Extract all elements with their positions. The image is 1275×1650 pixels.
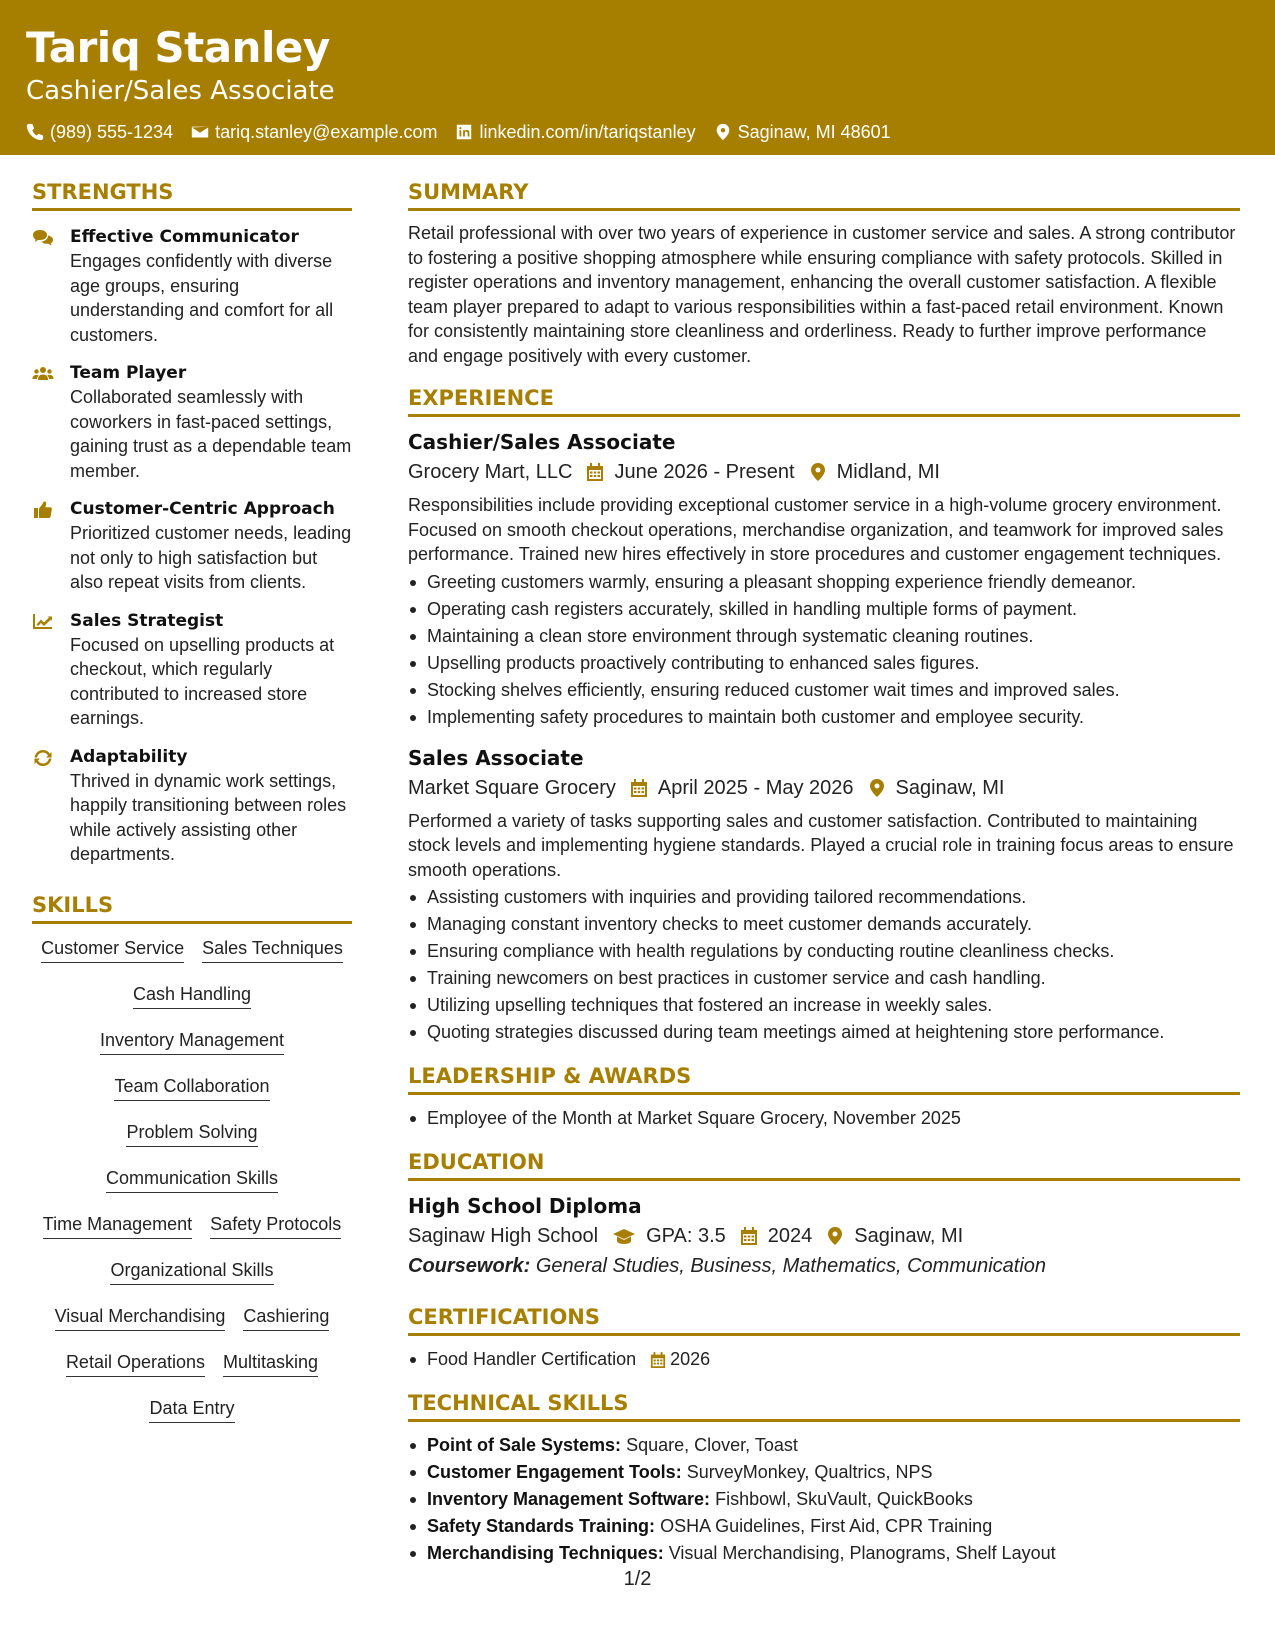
- job-meta: [408, 457, 1240, 487]
- list-item: Training newcomers on best practices in customer service and cash handling.: [408, 965, 1240, 992]
- summary-heading: SUMMARY: [408, 176, 1240, 211]
- map-marker-icon: [714, 123, 732, 141]
- job-description: Performed a variety of tasks supporting sales and customer satisfaction. Contributed to maintaining stock levels and implementing hygiene standards. Played a crucial role in training focus areas to ensure smooth operations.: [408, 810, 1234, 880]
- right-column: [408, 176, 1240, 1567]
- strength-desc: Focused on upselling products at checkout, which regularly contributed to increased store earnings.: [70, 634, 335, 728]
- certification-year: 2026: [670, 1349, 711, 1369]
- strengths-list: [32, 225, 352, 867]
- list-item: [408, 1459, 1240, 1486]
- list-item: [408, 1346, 1240, 1373]
- education-meta: [408, 1221, 1240, 1251]
- coursework-text: General Studies, Business, Mathematics, Communication: [535, 1255, 1047, 1277]
- skill-tag: Inventory Management: [100, 1028, 284, 1055]
- list-item: Stocking shelves efficiently, ensuring reduced customer wait times and improved sales.: [408, 677, 1240, 704]
- page-number: 1/2: [623, 1568, 652, 1590]
- skill-tag: Cash Handling: [133, 982, 251, 1009]
- strength-item: [32, 745, 352, 867]
- technical-skills-list: [408, 1432, 1240, 1567]
- skill-tag: Multitasking: [223, 1350, 318, 1377]
- tech-label: Safety Standards Training:: [427, 1516, 656, 1536]
- strength-title: Effective Communicator: [70, 227, 299, 247]
- calendar-icon: [630, 778, 648, 798]
- calendar-icon: [586, 462, 604, 482]
- map-marker-icon: [868, 778, 886, 798]
- strength-item: [32, 225, 352, 347]
- job-company: Grocery Mart, LLC: [408, 461, 573, 483]
- graduation-cap-icon: [612, 1226, 636, 1246]
- tech-label: Customer Engagement Tools:: [427, 1462, 682, 1482]
- calendar-icon: [650, 1351, 666, 1369]
- job-title: Cashier/Sales Associate: [408, 430, 676, 454]
- job-entry: [408, 427, 1240, 731]
- job-dates: June 2026 - Present: [614, 461, 795, 483]
- calendar-icon: [740, 1226, 758, 1246]
- certifications-heading: CERTIFICATIONS: [408, 1301, 1240, 1336]
- school-location: Saginaw, MI: [854, 1225, 964, 1247]
- skill-tag: Team Collaboration: [114, 1074, 269, 1101]
- skill-tag: Organizational Skills: [110, 1258, 273, 1285]
- graduation-year: 2024: [767, 1225, 813, 1247]
- location-text: Saginaw, MI 48601: [737, 122, 891, 142]
- experience-heading: EXPERIENCE: [408, 382, 1240, 417]
- tech-label: Inventory Management Software:: [427, 1489, 711, 1509]
- strengths-heading: STRENGTHS: [32, 176, 352, 211]
- contact-email[interactable]: [191, 120, 437, 144]
- users-icon: [32, 365, 54, 383]
- job-entry: [408, 743, 1240, 1047]
- job-bullets: [408, 884, 1240, 1046]
- tech-value: Square, Clover, Toast: [626, 1435, 798, 1455]
- education-heading: EDUCATION: [408, 1146, 1240, 1181]
- strength-title: Customer-Centric Approach: [70, 499, 335, 519]
- linkedin-icon: [455, 123, 473, 141]
- sync-icon: [32, 749, 54, 767]
- list-item: Ensuring compliance with health regulations by conducting routine cleanliness checks.: [408, 938, 1240, 965]
- school-name: Saginaw High School: [408, 1225, 599, 1247]
- strength-desc: Thrived in dynamic work settings, happily transitioning between roles while actively assisting other departments.: [70, 770, 347, 864]
- strength-title: Adaptability: [70, 746, 188, 767]
- job-dates: April 2025 - May 2026: [657, 776, 854, 799]
- skills-heading: SKILLS: [32, 889, 352, 924]
- job-location: Saginaw, MI: [895, 776, 1005, 799]
- degree-title: High School Diploma: [408, 1194, 642, 1218]
- list-item: Greeting customers warmly, ensuring a pleasant shopping experience friendly demeanor.: [408, 569, 1240, 596]
- strength-desc: Collaborated seamlessly with coworkers in fast-paced settings, gaining trust as a dependable team member.: [70, 387, 352, 481]
- technical-skills-heading: TECHNICAL SKILLS: [408, 1387, 1240, 1422]
- job-title: Sales Associate: [408, 745, 584, 770]
- certification-name: Food Handler Certification: [427, 1349, 637, 1369]
- summary-text: Retail professional with over two years of experience in customer service and sales. A strong contributor to fostering a positive shopping atmosphere while ensuring compliance with safety protocols. Skilled in register operations and inventory management, enhancing the overall customer satisfaction. A flexible team player prepared to adapt to various responsibilities within a fast-paced retail environment. Known for consistently maintaining store cleanliness and orderliness. Ready to further improve performance and engage positively with every customer.: [408, 223, 1236, 366]
- candidate-name: Tariq Stanley: [26, 23, 330, 72]
- list-item: Quoting strategies discussed during team meetings aimed at heightening store performance.: [408, 1019, 1240, 1046]
- job-location: Midland, MI: [836, 461, 940, 483]
- map-marker-icon: [809, 462, 827, 482]
- strength-title: Sales Strategist: [70, 610, 224, 631]
- list-item: Implementing safety procedures to maintain both customer and employee security.: [408, 704, 1240, 731]
- certifications-list: [408, 1346, 1240, 1373]
- linkedin-link[interactable]: linkedin.com/in/tariqstanley: [479, 122, 696, 142]
- strength-item: [32, 361, 352, 483]
- list-item: [408, 1486, 1240, 1513]
- tech-label: Merchandising Techniques:: [427, 1543, 664, 1563]
- list-item: Utilizing upselling techniques that fostered an increase in weekly sales.: [408, 992, 1240, 1019]
- list-item: Managing constant inventory checks to meet customer demands accurately.: [408, 911, 1240, 938]
- skill-tag: Customer Service: [41, 936, 184, 963]
- list-item: Employee of the Month at Market Square Grocery, November 2025: [408, 1105, 1240, 1132]
- left-column: [32, 176, 352, 1442]
- contact-linkedin[interactable]: [455, 120, 695, 144]
- strength-desc: Engages confidently with diverse age groups, ensuring understanding and comfort for all customers.: [70, 251, 334, 345]
- contact-phone: [26, 120, 173, 144]
- skill-tag: Communication Skills: [106, 1166, 278, 1193]
- list-item: [408, 1540, 1240, 1567]
- email-link[interactable]: tariq.stanley@example.com: [215, 122, 438, 142]
- skill-tag: Time Management: [43, 1212, 192, 1239]
- resume-header: [0, 0, 1275, 155]
- job-description: Responsibilities include providing exceptional customer service in a high-volume grocery environment. Focused on smooth checkout operations, merchandise organization, and teamwork for improved sales performance. Trained new hires effectively in store procedures and customer engagement techniques.: [408, 495, 1224, 564]
- tech-value: Visual Merchandising, Planograms, Shelf Layout: [668, 1543, 1056, 1563]
- comments-icon: [32, 229, 54, 247]
- gpa-text: GPA: 3.5: [646, 1225, 726, 1247]
- skill-tag: Safety Protocols: [210, 1212, 341, 1239]
- coursework-line: [408, 1251, 1240, 1281]
- job-meta: [408, 773, 1240, 803]
- leadership-heading: LEADERSHIP & AWARDS: [408, 1060, 1240, 1095]
- phone-text: (989) 555-1234: [50, 122, 174, 142]
- list-item: Assisting customers with inquiries and providing tailored recommendations.: [408, 884, 1240, 911]
- envelope-icon: [191, 123, 209, 141]
- leadership-list: [408, 1105, 1240, 1132]
- list-item: Maintaining a clean store environment through systematic cleaning routines.: [408, 623, 1240, 650]
- skill-tag: Data Entry: [149, 1396, 234, 1423]
- list-item: [408, 1432, 1240, 1459]
- tech-value: SurveyMonkey, Qualtrics, NPS: [686, 1462, 933, 1482]
- strength-title: Team Player: [70, 363, 187, 383]
- skill-tag: Retail Operations: [66, 1350, 205, 1377]
- contact-bar: [26, 120, 1249, 144]
- candidate-title: Cashier/Sales Associate: [26, 76, 335, 106]
- list-item: Upselling products proactively contributing to enhanced sales figures.: [408, 650, 1240, 677]
- skills-list: [32, 936, 352, 1442]
- tech-value: OSHA Guidelines, First Aid, CPR Training: [660, 1516, 993, 1536]
- tech-label: Point of Sale Systems:: [427, 1435, 622, 1455]
- phone-icon: [26, 123, 44, 141]
- strength-item: [32, 609, 352, 731]
- strength-desc: Prioritized customer needs, leading not only to high satisfaction but also repeat visits from clients.: [70, 523, 352, 592]
- thumbs-up-icon: [32, 501, 54, 519]
- strength-item: [32, 497, 352, 595]
- contact-location: [714, 120, 891, 144]
- coursework-label: Coursework:: [408, 1255, 531, 1277]
- tech-value: Fishbowl, SkuVault, QuickBooks: [715, 1489, 973, 1509]
- list-item: Operating cash registers accurately, skilled in handling multiple forms of payment.: [408, 596, 1240, 623]
- skill-tag: Visual Merchandising: [55, 1304, 226, 1331]
- map-marker-icon: [826, 1226, 844, 1246]
- chart-line-icon: [32, 613, 54, 631]
- job-company: Market Square Grocery: [408, 776, 616, 799]
- job-bullets: [408, 569, 1240, 731]
- skill-tag: Sales Techniques: [202, 936, 343, 963]
- skill-tag: Problem Solving: [126, 1120, 257, 1147]
- list-item: [408, 1513, 1240, 1540]
- skill-tag: Cashiering: [243, 1304, 329, 1331]
